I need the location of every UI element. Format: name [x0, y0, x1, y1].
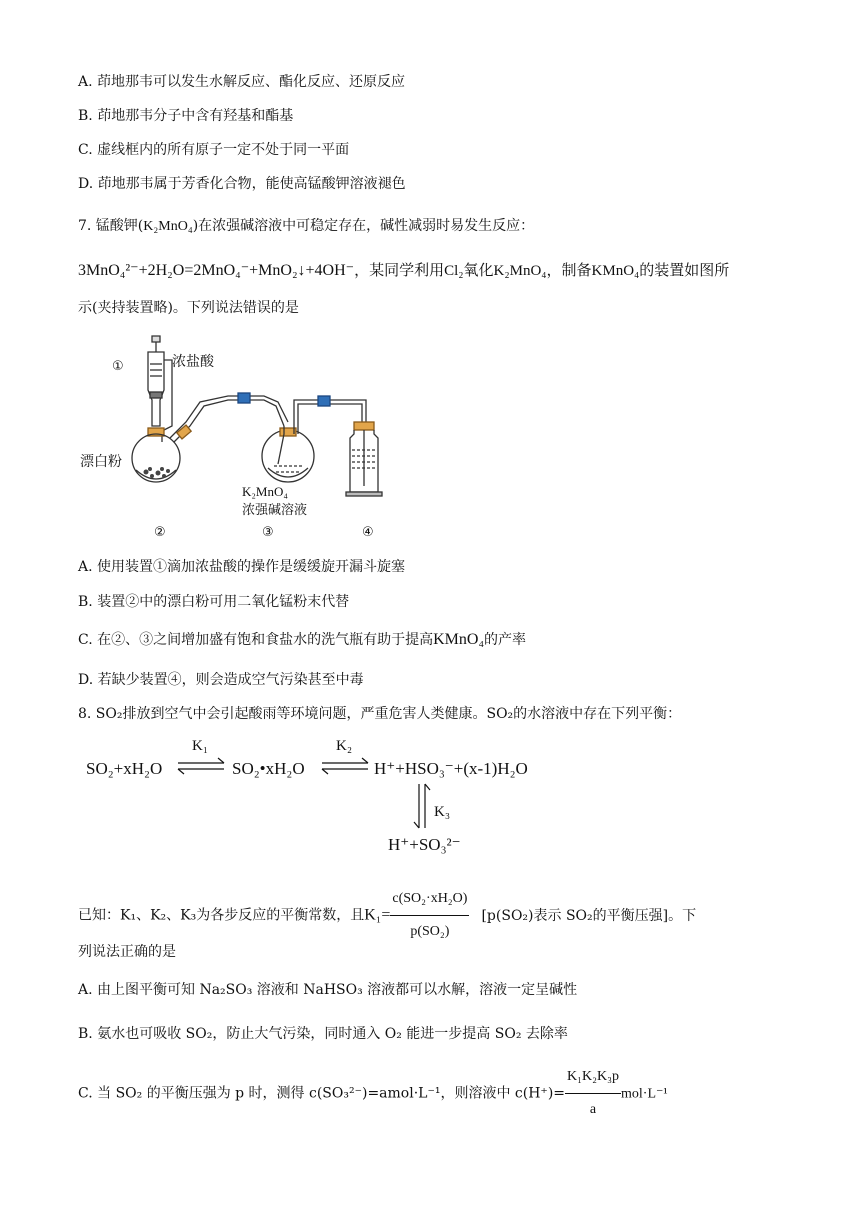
h-conc-fraction	[565, 1062, 621, 1125]
cl2-formula: Cl₂	[444, 263, 464, 279]
label-bottle-4: ④	[362, 525, 374, 540]
q6-option-c: C. 虚线框内的所有原子一定不处于同一平面	[78, 142, 350, 158]
k1-denominator: p(SO₂)	[410, 924, 450, 939]
species-sulfite: H⁺+SO₃²⁻	[388, 835, 461, 854]
k1-label: K₁	[192, 738, 209, 754]
species-so2-water: SO₂+xH₂O	[86, 759, 163, 778]
kmno4-formula: KMnO₄	[591, 263, 640, 279]
h-conc-numerator: K₁K₂K₃p	[565, 1062, 621, 1094]
k2mno4-formula: K₂MnO₄	[143, 219, 193, 234]
k3-label: K₃	[434, 804, 451, 820]
q7-option-a: A. 使用装置①滴加浓盐酸的操作是缓缓旋开漏斗旋塞	[78, 559, 406, 575]
q8-option-c-text: C. 当 SO₂ 的平衡压强为 p 时，测得 c(SO₃²⁻)=amol·L⁻¹，则溶液中 c(H⁺)=	[78, 1085, 566, 1102]
label-flask-2: ②	[154, 525, 166, 540]
q6-option-b: B. 茚地那韦分子中含有羟基和酯基	[78, 108, 294, 124]
k1-fraction	[390, 884, 469, 947]
label-conc-base: 浓强碱溶液	[242, 503, 308, 518]
q7-stem-text: ，制备	[546, 261, 592, 279]
q8-known-text: [p(SO₂)表示 SO₂的平衡压强]。下	[481, 907, 697, 924]
k2mno4-formula: K₂MnO₄	[493, 263, 547, 279]
q7-option-c-text: 的产率	[484, 632, 527, 648]
k2-label: K₂	[336, 738, 353, 754]
label-flask-3: ③	[262, 525, 274, 540]
label-funnel-number: ①	[112, 359, 124, 374]
q8-option-a: A. 由上图平衡可知 Na₂SO₃ 溶液和 NaHSO₃ 溶液都可以水解，溶液一定呈碱性	[78, 982, 578, 998]
equilibrium-scheme	[82, 736, 562, 856]
q7-option-c-text: C. 在②、③之间增加盛有饱和食盐水的洗气瓶有助于提高	[78, 632, 434, 648]
k1-numerator: c(SO₂·xH₂O)	[390, 884, 469, 916]
q6-option-a: A. 茚地那韦可以发生水解反应、酯化反应、还原反应	[78, 74, 406, 90]
species-so2-hydrate: SO₂•xH₂O	[232, 759, 305, 778]
q7-stem-line1	[78, 216, 534, 237]
q7-stem-text: )在浓强碱溶液中可稳定存在，碱性减弱时易发生反应：	[192, 218, 535, 234]
q7-option-d: D. 若缺少装置④，则会造成空气污染甚至中毒	[78, 672, 364, 688]
apparatus-figure	[78, 330, 408, 546]
label-conc-hcl: 浓盐酸	[172, 354, 214, 370]
label-bleach: 漂白粉	[80, 454, 122, 470]
label-k2mno4: K₂MnO₄	[242, 484, 288, 499]
unit-mol-per-l: mol·L⁻¹	[621, 1086, 668, 1102]
q7-option-b: B. 装置②中的漂白粉可用二氧化锰粉末代替	[78, 594, 350, 610]
q7-stem-line2	[78, 260, 729, 281]
q7-stem-text: 氧化	[463, 261, 494, 279]
q7-stem-text: ，某同学利用	[354, 261, 445, 279]
h-conc-denominator: a	[589, 1102, 597, 1117]
q6-option-d: D. 茚地那韦属于芳香化合物，能使高锰酸钾溶液褪色	[78, 176, 406, 192]
k1-lhs: K₁=	[364, 906, 391, 924]
kmno4-formula: KMnO₄	[433, 631, 485, 648]
disproportionation-equation: 3MnO₄²⁻+2H₂O=2MnO₄⁻+MnO₂↓+4OH⁻	[78, 262, 355, 279]
q8-known-text: 已知：K₁、K₂、K₃为各步反应的平衡常数，且	[78, 907, 365, 924]
q7-stem-text: 7. 锰酸钾(	[78, 218, 144, 234]
q8-option-c	[78, 1062, 668, 1125]
q8-known-line1	[78, 884, 696, 947]
q7-stem-text: 的装置如图所	[639, 261, 730, 279]
q8-option-b: B. 氨水也可吸收 SO₂，防止大气污染，同时通入 O₂ 能进一步提高 SO₂ 去除率	[78, 1026, 568, 1042]
q7-option-c	[78, 630, 526, 650]
species-bisulfite: H⁺+HSO₃⁻+(x-1)H₂O	[374, 759, 528, 778]
q8-known-line2: 列说法正确的是	[78, 944, 176, 960]
q7-stem-line3: 示(夹持装置略)。下列说法错误的是	[78, 300, 299, 316]
q8-stem: 8. SO₂排放到空气中会引起酸雨等环境问题，严重危害人类健康。SO₂的水溶液中存在下列平衡：	[78, 706, 682, 722]
